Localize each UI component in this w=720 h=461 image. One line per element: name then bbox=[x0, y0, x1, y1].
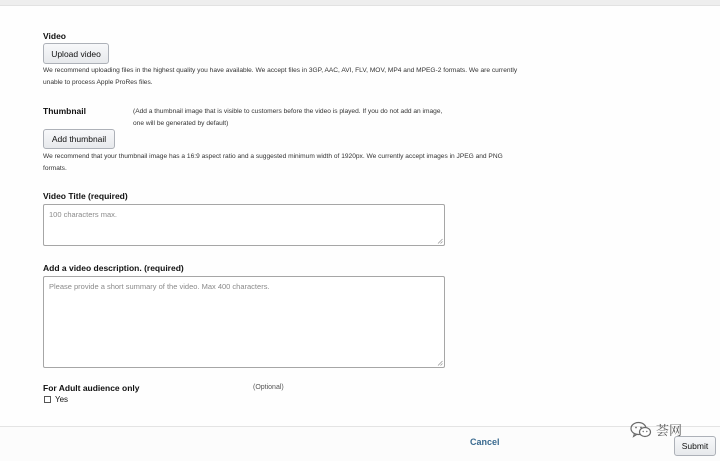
watermark-text: 荟网 bbox=[656, 423, 683, 438]
upload-video-button[interactable]: Upload video bbox=[43, 43, 109, 64]
adult-checkbox-row[interactable] bbox=[44, 395, 68, 404]
thumbnail-help-line-2: formats. bbox=[43, 165, 67, 172]
adult-checkbox[interactable] bbox=[44, 396, 51, 403]
footer-bar bbox=[0, 427, 720, 461]
description-label: Add a video description. (required) bbox=[43, 263, 184, 273]
cancel-link[interactable]: Cancel bbox=[470, 437, 500, 447]
thumbnail-section-label: Thumbnail bbox=[43, 106, 86, 116]
thumbnail-note bbox=[133, 106, 442, 130]
add-thumbnail-button[interactable]: Add thumbnail bbox=[43, 129, 115, 149]
top-bar bbox=[0, 0, 720, 6]
wechat-icon bbox=[630, 421, 652, 439]
thumbnail-help-text bbox=[43, 151, 503, 175]
adult-checkbox-label: Yes bbox=[55, 395, 69, 404]
thumbnail-note-line-2: one will be generated by default) bbox=[133, 120, 229, 127]
video-title-label: Video Title (required) bbox=[43, 191, 128, 201]
watermark bbox=[630, 420, 682, 439]
optional-label: (Optional) bbox=[253, 384, 284, 391]
adult-audience-label: For Adult audience only bbox=[43, 383, 140, 393]
video-help-text bbox=[43, 65, 517, 89]
video-description-input[interactable] bbox=[43, 276, 445, 368]
video-help-line-1: We recommend uploading files in the highest quality you have available. We accept files in 3GP, AAC, AVI, FLV, MOV, MP4 and MPEG-2 formats. We are currently bbox=[43, 67, 518, 74]
video-section-label: Video bbox=[43, 31, 66, 41]
video-title-input[interactable] bbox=[43, 204, 445, 246]
video-help-line-2: unable to process Apple ProRes files. bbox=[43, 79, 153, 86]
thumbnail-help-line-1: We recommend that your thumbnail image has a 16:9 aspect ratio and a suggested minimum width of 1920px. We currently accept images in JPEG and PNG bbox=[43, 153, 503, 160]
thumbnail-note-line-1: (Add a thumbnail image that is visible to customers before the video is played. If you do not add an image, bbox=[133, 108, 443, 115]
submit-button[interactable]: Submit bbox=[674, 436, 716, 456]
